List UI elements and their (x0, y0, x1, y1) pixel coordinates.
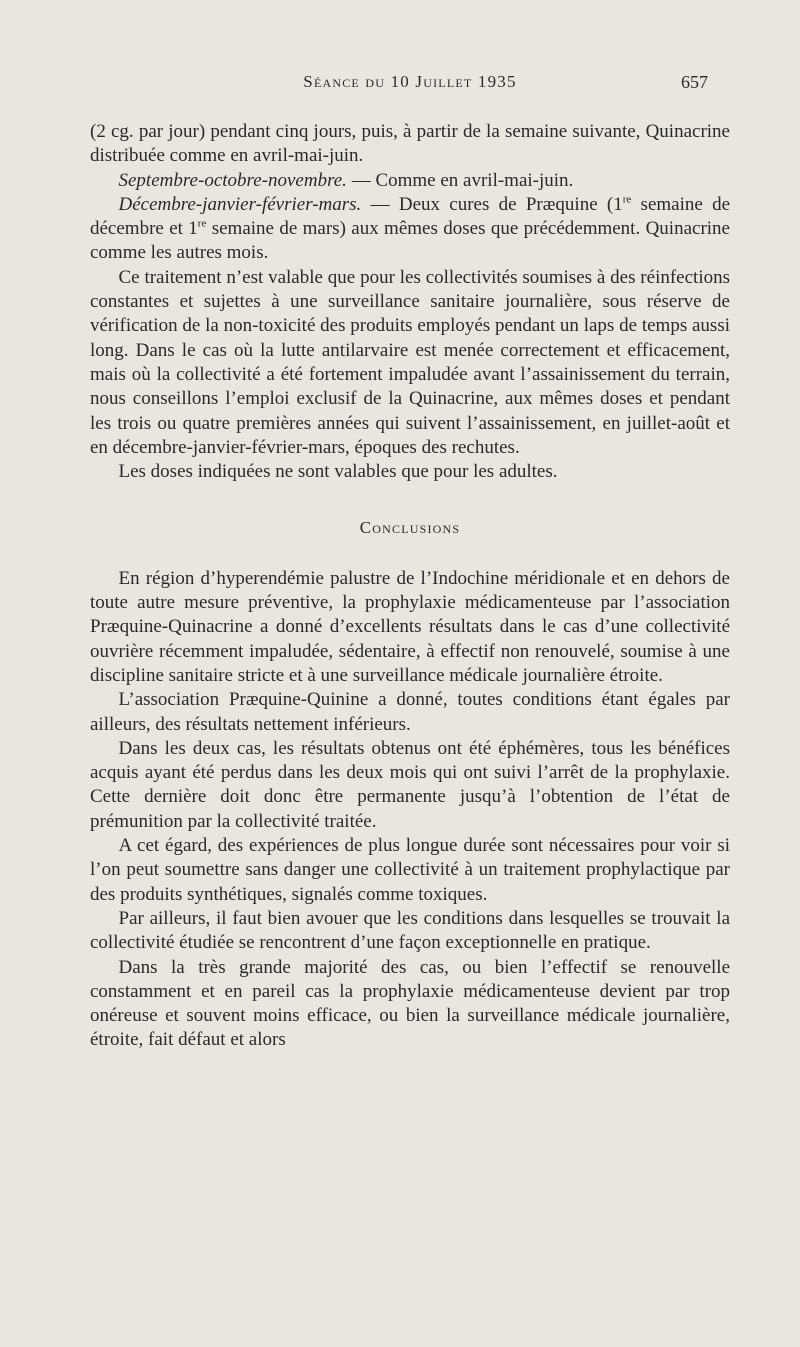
paragraph-december-march (90, 193, 730, 266)
conclusion-paragraph: En région d’hyperendémie palustre de l’Indochine méridionale et en dehors de toute autre mesure préventive, la prophylaxie médicamenteuse par l’association Præquine-Quinacrine a donné d’excellents résultats dans le cas d’une collectivité ouvrière récemment impaludée, sédentaire, à effectif non renouvelé, soumise à une discipline sanitaire stricte et à une surveillance médicale journalière étroite. (90, 567, 730, 686)
ordinal-suffix: re (197, 217, 207, 230)
running-title: Séance du 10 Juillet 1935 (303, 72, 517, 91)
section-heading-conclusions: Conclusions (359, 518, 461, 538)
paragraph-text: — Comme en avril-mai-juin. (346, 169, 574, 191)
paragraph-text: — Deux cures de Præquine (1 (361, 193, 623, 215)
conclusion-paragraph: Dans la très grande majorité des cas, ou bien l’effectif se renouvelle constamment et en pareil cas la prophylaxie médicamenteuse devient par trop onéreuse et souvent moins efficace, ou bien la surveillance médicale journalière, étroite, fait défaut et alors (90, 956, 730, 1051)
month-range-label: Septembre-octobre-novembre. (118, 169, 347, 191)
conclusion-paragraph: Par ailleurs, il faut bien avouer que les conditions dans lesquelles se trouvait la collectivité étudiée se rencontrent d’une façon exceptionnelle en pratique. (90, 907, 730, 954)
paragraph-september-november (90, 169, 730, 193)
ordinal-suffix: re (622, 193, 632, 206)
paragraph-continuation: (2 cg. par jour) pendant cinq jours, puis, à partir de la semaine suivante, Quinacrine distribuée comme en avril-mai-juin. (90, 121, 730, 167)
conclusion-paragraph: Dans les deux cas, les résultats obtenus ont été éphémères, tous les bénéfices acquis ayant été perdus dans les deux mois qui ont suivi l’arrêt de la prophylaxie. Cette dernière doit donc être permanente jusqu’à l’obtention de l’état de prémunition par la collectivité traitée. (90, 737, 730, 832)
conclusion-paragraph: L’association Præquine-Quinine a donné, toutes conditions étant égales par ailleurs, des résultats nettement inférieurs. (90, 689, 730, 735)
paragraph-text: semaine de mars) aux mêmes doses que précédemment. Quinacrine comme les autres mois. (90, 218, 730, 264)
page-number: 657 (681, 72, 708, 92)
running-header (90, 72, 730, 102)
body-text (90, 120, 730, 1053)
paragraph-doses-adults: Les doses indiquées ne sont valables que pour les adultes. (118, 461, 558, 483)
paragraph-text: semaine de décembre et 1 (90, 193, 731, 240)
paragraph-treatment-validity: Ce traitement n’est valable que pour les collectivités soumises à des réinfections constantes et sujettes à une surveillance sanitaire journalière, sous réserve de vérification de la non-toxicité des produits employés pendant un laps de temps aussi long. Dans le cas où la lutte antilarvaire est menée correctement et efficacement, mais où la collectivité a été fortement impaludée avant l’assainissement du terrain, nous conseillons l’emploi exclusif de la Quinacrine, aux mêmes doses et pendant les trois ou quatre premières années qui suivent l’assainissement, en juillet-août et en décembre-janvier-février-mars, époques des rechutes. (90, 266, 730, 458)
conclusion-paragraph: A cet égard, des expériences de plus longue durée sont nécessaires pour voir si l’on peut soumettre sans danger une collectivité à un traitement prophylactique par des produits synthétiques, signalés comme toxiques. (90, 835, 730, 905)
month-range-label: Décembre-janvier-février-mars. (118, 193, 362, 215)
